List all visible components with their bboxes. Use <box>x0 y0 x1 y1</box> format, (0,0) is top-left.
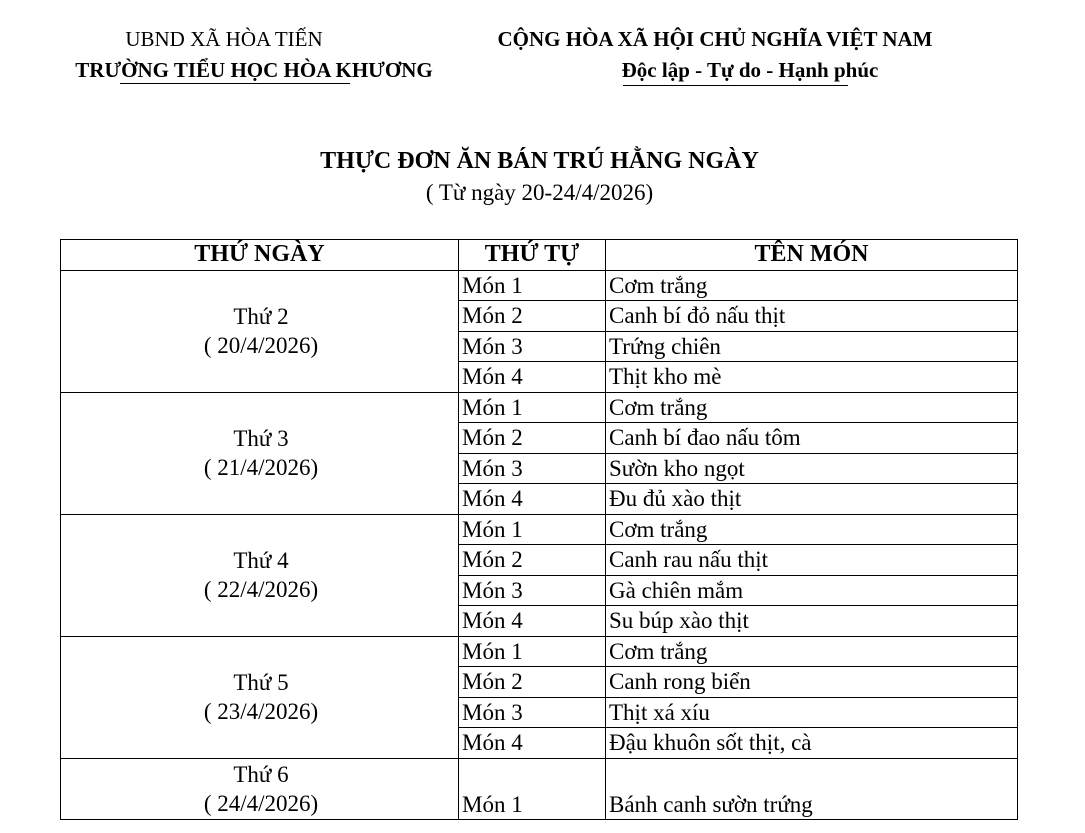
order-cell: Món 3 <box>459 453 606 484</box>
dish-cell: Canh bí đao nấu tôm <box>606 423 1018 454</box>
dish-cell: Sườn kho ngọt <box>606 453 1018 484</box>
menu-table <box>60 239 1018 820</box>
district-name: UBND XÃ HÒA TIẾN <box>125 27 323 51</box>
order-cell: Món 2 <box>459 423 606 454</box>
dish-cell: Đậu khuôn sốt thịt, cà <box>606 728 1018 759</box>
order-cell: Món 4 <box>459 606 606 637</box>
order-cell: Món 1 <box>459 636 606 667</box>
order-cell: Món 3 <box>459 697 606 728</box>
table-row <box>61 636 1018 667</box>
order-cell: Món 1 <box>459 270 606 301</box>
order-cell: Món 2 <box>459 667 606 698</box>
order-cell: Món 1 <box>459 514 606 545</box>
school-name: TRƯỜNG TIỂU HỌC HÒA KHƯƠNG <box>75 58 433 82</box>
dish-cell: Đu đủ xào thịt <box>606 484 1018 515</box>
table-header-row <box>61 240 1018 271</box>
dish-cell: Bánh canh sườn trứng <box>606 758 1018 819</box>
day-label: Thứ 6 <box>233 761 289 787</box>
day-cell <box>61 392 459 514</box>
dish-cell: Canh rau nấu thịt <box>606 545 1018 576</box>
order-cell: Món 1 <box>459 758 606 819</box>
table-row <box>61 758 1018 819</box>
header-day: THỨ NGÀY <box>61 240 459 271</box>
dish-cell: Cơm trắng <box>606 514 1018 545</box>
order-cell: Món 2 <box>459 301 606 332</box>
day-label: Thứ 5 <box>233 670 289 695</box>
day-label: Thứ 3 <box>233 426 289 451</box>
national-motto: Độc lập - Tự do - Hạnh phúc <box>621 58 879 82</box>
day-cell <box>61 270 459 392</box>
dish-cell: Cơm trắng <box>606 270 1018 301</box>
dish-cell: Gà chiên mắm <box>606 575 1018 606</box>
order-cell: Món 4 <box>459 362 606 393</box>
order-cell: Món 4 <box>459 728 606 759</box>
header-order: THỨ TỰ <box>459 240 606 271</box>
header-dish: TÊN MÓN <box>606 240 1018 271</box>
order-cell: Món 1 <box>459 392 606 423</box>
motto-underline <box>623 85 848 86</box>
dish-cell: Trứng chiên <box>606 331 1018 362</box>
day-date: ( 23/4/2026) <box>203 699 319 724</box>
day-cell <box>61 636 459 758</box>
day-cell <box>61 514 459 636</box>
country-name: CỘNG HÒA XÃ HỘI CHỦ NGHĨA VIỆT NAM <box>497 27 933 51</box>
table-row <box>61 270 1018 301</box>
day-label: Thứ 4 <box>233 548 289 573</box>
dish-cell: Thịt kho mè <box>606 362 1018 393</box>
day-date: ( 22/4/2026) <box>203 577 319 602</box>
order-cell: Món 3 <box>459 331 606 362</box>
dish-cell: Thịt xá xíu <box>606 697 1018 728</box>
day-cell <box>61 758 459 819</box>
day-date: ( 20/4/2026) <box>203 333 319 358</box>
dish-cell: Canh bí đỏ nấu thịt <box>606 301 1018 332</box>
dish-cell: Su búp xào thịt <box>606 606 1018 637</box>
order-cell: Món 3 <box>459 575 606 606</box>
dish-cell: Canh rong biển <box>606 667 1018 698</box>
order-cell: Món 2 <box>459 545 606 576</box>
table-row <box>61 392 1018 423</box>
day-label: Thứ 2 <box>233 304 289 329</box>
table-row <box>61 514 1018 545</box>
school-name-underline <box>120 83 350 84</box>
page-title: THỰC ĐƠN ĂN BÁN TRÚ HẰNG NGÀY <box>320 148 759 174</box>
day-date: ( 21/4/2026) <box>203 455 319 480</box>
dish-cell: Cơm trắng <box>606 636 1018 667</box>
day-date: ( 24/4/2026) <box>203 790 319 816</box>
page-subtitle: ( Từ ngày 20-24/4/2026) <box>425 180 654 205</box>
order-cell: Món 4 <box>459 484 606 515</box>
dish-cell: Cơm trắng <box>606 392 1018 423</box>
